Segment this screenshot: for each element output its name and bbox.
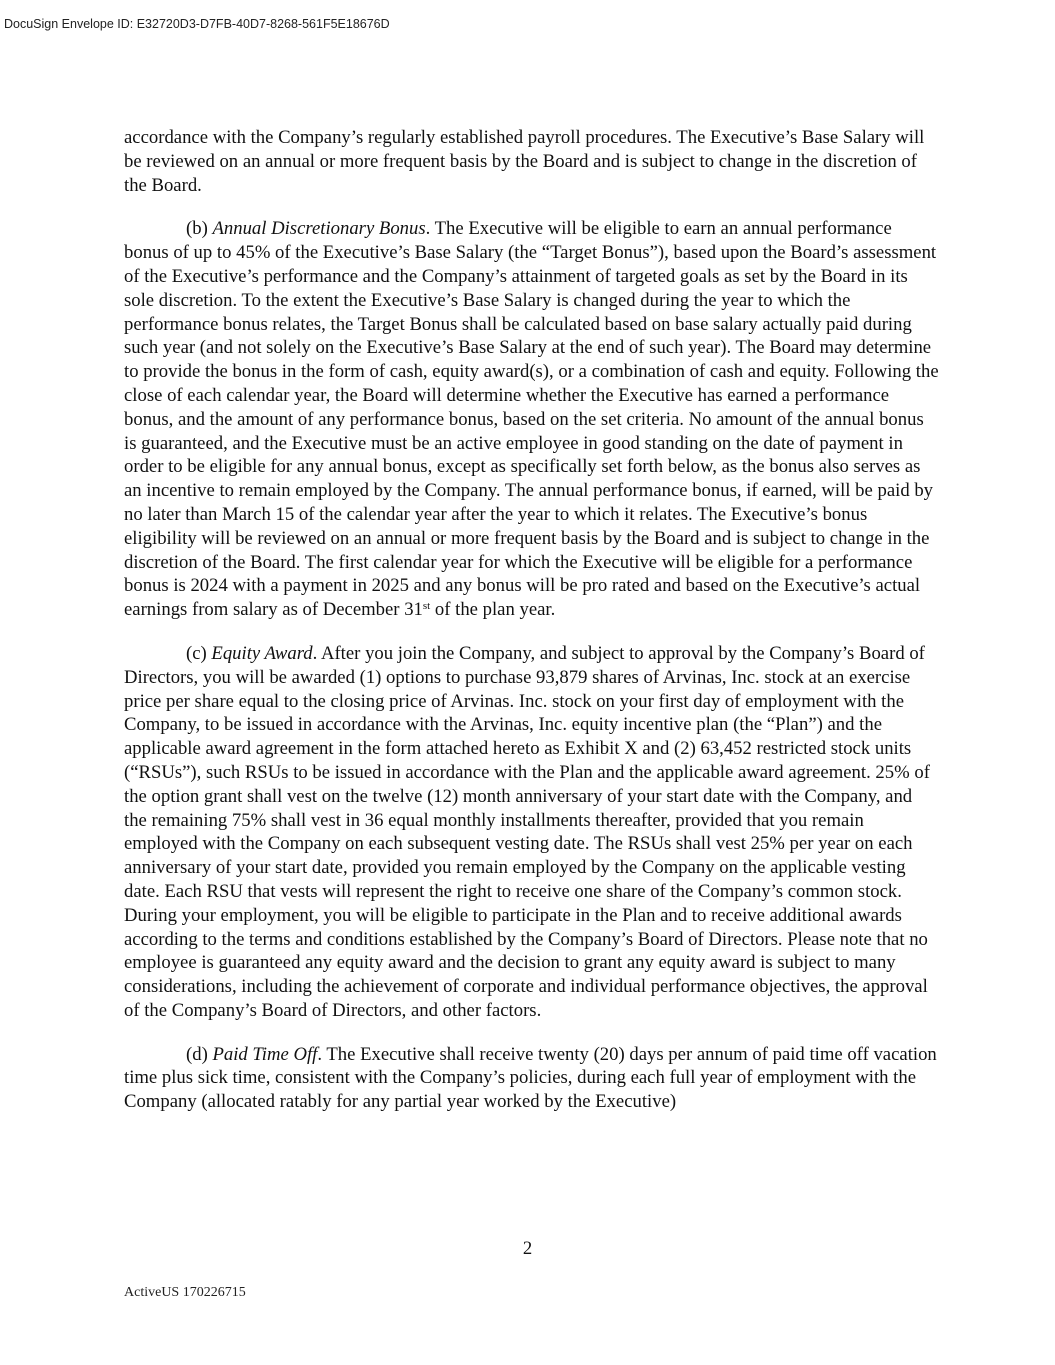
section-title: Paid Time Off bbox=[212, 1043, 318, 1065]
paragraph-continuation: accordance with the Company’s regularly established payroll procedures. The Executive’s Base Salary will be reviewed on an annual or more frequent basis by the Board and is subject to change in the discretion of the Board. bbox=[124, 127, 925, 196]
ordinal-superscript: st bbox=[422, 600, 431, 613]
section-text: . After you join the Company, and subject to approval by the Company’s Board of Directors, you will be awarded (1) options to purchase 93,879 shares of Arvinas, Inc. stock at an exercise price per share equal to the closing price of Arvinas. Inc. stock on your first day of employment with the Company, to be issued in accordance with the Arvinas, Inc. equity incentive plan (the “Plan”) and the applicable award agreement in the form attached hereto as Exhibit X and (2) 63,452 restricted stock units (“RSUs”), such RSUs to be issued in accordance with the Plan and the applicable award agreement. 25% of the option grant shall vest on the twelve (12) month anniversary of your start date with the Company, and the remaining 75% shall vest in 36 equal monthly installments thereafter, provided that you remain employed with the Company on each subsequent vesting date. The RSUs shall vest 25% per year on each anniversary of your start date, provided you remain employed by the Company on the applicable vesting date. Each RSU that vests will represent the right to receive one share of the Company’s common stock. During your employment, you will be eligible to participate in the Plan and to receive additional awards according to the terms and conditions established by the Company’s Board of Directors. Please note that no employee is guaranteed any equity award and the decision to grant any equity award is subject to many considerations, including the achievement of corporate and individual performance objectives, the approval of the Company’s Board of Directors, and other factors. bbox=[124, 642, 930, 1021]
paragraph-equity-award bbox=[124, 642, 939, 1023]
section-text: . The Executive shall receive twenty (20) days per annum of paid time off vacation time plus sick time, consistent with the Company’s policies, during each full year of employment with the Company (allocated ratably for any partial year worked by the Executive) bbox=[124, 1043, 937, 1113]
envelope-id: DocuSign Envelope ID: E32720D3-D7FB-40D7-8268-561F5E18676D bbox=[4, 17, 390, 31]
paragraph-annual-bonus bbox=[124, 217, 939, 622]
section-title: Equity Award bbox=[211, 642, 313, 664]
section-title: Annual Discretionary Bonus bbox=[212, 218, 426, 240]
document-body bbox=[124, 126, 939, 1134]
document-id: ActiveUS 170226715 bbox=[124, 1285, 246, 1300]
section-marker: (b) bbox=[186, 218, 208, 240]
section-marker: (d) bbox=[186, 1043, 208, 1065]
section-text: . The Executive will be eligible to earn an annual performance bonus of up to 45% of the Executive’s Base Salary (the “Target Bonus”), based upon the Board’s assessment of the Executive’s performance and the Company’s attainment of targeted goals as set by the Board in its sole discretion. To the extent the Executive’s Base Salary is changed during the year to which the performance bonus relates, the Target Bonus shall be calculated based on base salary actually paid during such year (and not solely on the Executive’s Base Salary at the end of such year). The Board may determine to provide the bonus in the form of cash, equity award(s), or a combination of cash and equity. Following the close of each calendar year, the Board will determine whether the Executive has earned a performance bonus, and the amount of any performance bonus, based on the set criteria. No amount of the annual bonus is guaranteed, and the Executive must be an active employee in good standing on the date of payment in order to be eligible for any annual bonus, except as specifically set forth below, as the bonus also serves as an incentive to remain employed by the Company. The annual performance bonus, if earned, will be paid by no later than March 15 of the calendar year after the year to which it relates. The Executive’s bonus eligibility will be reviewed on an annual or more frequent basis by the Board and is subject to change in the discretion of the Board. The first calendar year for which the Executive will be eligible for a performance bonus is 2024 with a payment in 2025 and any bonus will be pro rated and based on the Executive’s actual earnings from salary as of December 31 bbox=[124, 218, 939, 621]
section-marker: (c) bbox=[186, 642, 207, 664]
paragraph-paid-time-off bbox=[124, 1043, 939, 1114]
page-number: 2 bbox=[522, 1238, 533, 1259]
section-text-end: of the plan year. bbox=[430, 599, 556, 621]
